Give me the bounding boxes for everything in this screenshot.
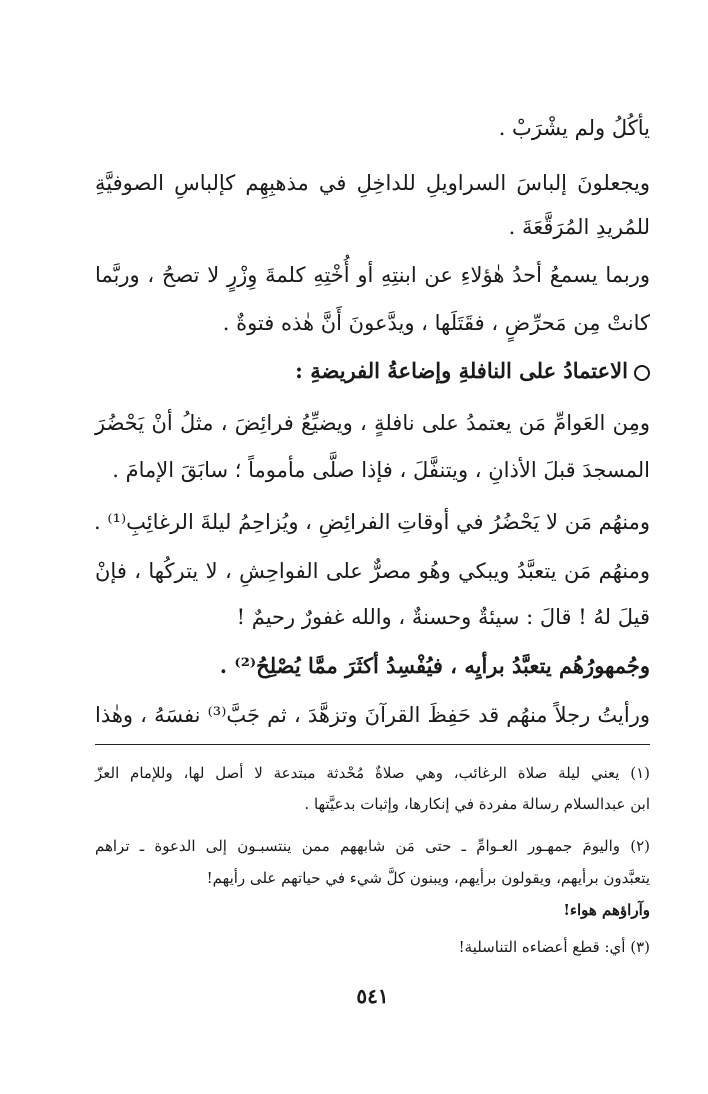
body-line-2: ويجعلونَ إلباسَ السراويلِ للداخِلِ في مذهبِهِم كإلباسِ الصوفيَّةِ	[95, 171, 650, 195]
body-line-9: ومنهُم مَن يتعبَّدُ ويبكي وهُو مصرٌّ على الفواحِشِ ، لا يتركُها ، فإنْ	[95, 559, 650, 583]
book-page	[95, 0, 650, 1094]
body-line-10: قيلَ لهُ ! قالَ : سيئةٌ وحسنةٌ ، والله غفورٌ رحيمٌ !	[236, 605, 650, 629]
footnote-1-line-1: (١) يعني ليلة صلاة الرغائب، وهي صلاةٌ مُحْدثة مبتدعة لا أصل لها، وللإمام العزّ	[95, 764, 650, 782]
body-line-6: ومِن العَوامِّ مَن يعتمدُ على نافلةٍ ، ويضيِّعُ فرائِضَ ، مثلُ أنْ يَحْضُرَ	[95, 411, 650, 435]
body-line-5: كانتْ مِن مَحرِّضٍ ، فقَتَلَها ، ويدَّعونَ أَنَّ هٰذه فتوةٌ .	[222, 311, 650, 335]
body-line-12: ورأيتُ رجلاً منهُم قد حَفِظَ القرآنَ وتزهَّدَ ، ثم جَبَّ⁽³⁾ نفسَهُ ، وهٰذا	[95, 703, 650, 727]
footnote-2-line-2: يتعبَّدون برأيهم، ويقولون برأيهم، ويبنون كلَّ شيء في حياتهم على رأيهم!	[206, 869, 650, 887]
body-line-8: ومنهُم مَن لا يَحْضُرُ في أوقاتِ الفرائِضِ ، ويُزاحِمُ ليلةَ الرغائِبِ⁽¹⁾ .	[94, 510, 650, 534]
footnote-divider	[95, 744, 650, 745]
footnote-2-line-3: وآراؤهم هواء!	[563, 901, 650, 919]
body-line-1: يأكُلُ ولم يشْرَبْ .	[498, 116, 650, 140]
body-line-3: للمُريدِ المُرَقَّعَةَ .	[508, 215, 650, 239]
body-line-11-bold: وجُمهورُهُم يتعبَّدُ برأيِه ، فيُفْسِدُ أكثَرَ ممَّا يُصْلِحُ⁽²⁾ .	[219, 653, 650, 678]
footnote-1-line-2: ابن عبدالسلام رسالة مفردة في إنكارها، وإثبات بدعيَّتها .	[304, 795, 650, 813]
body-line-4: وربما يسمعُ أحدُ هٰؤلاءِ عن ابنتِهِ أو أُخْتِهِ كلمةَ وِزْرٍ لا تصحُ ، وربَّما	[95, 263, 650, 287]
page-number: ٥٤١	[356, 984, 389, 1008]
footnote-2-line-1: (٢) واليومَ جمهـور العـوامِّ ـ حتى مَن شابههم ممن ينتسبـون إلى الدعوة ـ تراهم	[95, 837, 650, 855]
section-heading	[95, 356, 650, 386]
footnote-3-line-1: (٣) أي: قطع أعضاءه التناسلية!	[458, 938, 650, 956]
body-line-7: المسجدَ قبلَ الأذانِ ، ويتنفَّلَ ، فإذا صلَّى مأموماً ؛ سابَقَ الإمامَ .	[112, 458, 650, 482]
section-heading-text: الاعتمادُ على النافلةِ وإضاعةُ الفريضةِ :	[295, 358, 628, 383]
circle-bullet-icon	[634, 365, 650, 381]
